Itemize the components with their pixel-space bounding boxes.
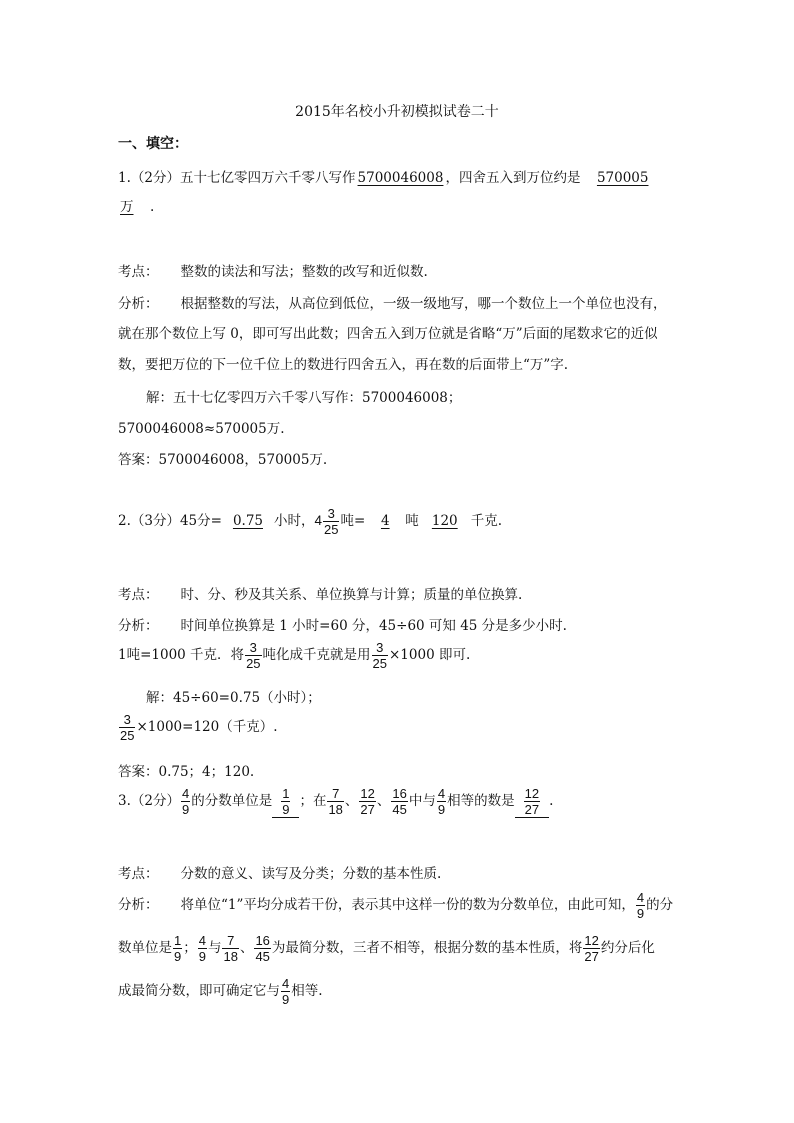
q2-kaodian <box>118 583 522 603</box>
q3-fx-f1c-num: 4 <box>282 976 290 991</box>
q2-answer-blank-3: 120 <box>431 513 458 529</box>
q3-f3-den: 27 <box>360 802 375 817</box>
q2-fenxi <box>118 614 567 634</box>
q2-sol-frac-num: 3 <box>119 712 135 728</box>
q1-fenxi <box>118 292 667 312</box>
q2-solution-line1: 解：45÷60=0.75（小时）； <box>146 690 321 706</box>
q3-fx-frac-7-18 <box>222 933 238 964</box>
q3-fx-3a: 成最简分数，即可确定它与 <box>118 983 280 999</box>
q3-fx-f3-num: 12 <box>584 933 599 948</box>
q1-answer: 答案：5700046008，570005万. <box>118 452 328 468</box>
q2-solution-text: ×1000=120（千克）. <box>136 719 278 735</box>
q1-fenxi-line2: 就在那个数位上写 0，即可写出此数；四舍五入到万位就是省略“万”后面的尾数求它的近似 <box>118 326 658 342</box>
q3-kaodian-label: 考点： <box>118 866 159 882</box>
q2-mixed-whole: 4 <box>314 513 322 528</box>
q3-mid4: 相等的数是 <box>447 793 515 809</box>
q3-frac-4-9 <box>181 786 190 817</box>
q2-answer-blank-2: 4 <box>380 513 390 529</box>
q1-fenxi-label: 分析： <box>118 296 159 312</box>
q2-fenxi-f2-den: 25 <box>372 656 387 671</box>
section-heading: 一、填空： <box>118 136 188 152</box>
q3-fx-2c: 与 <box>207 940 222 956</box>
q2-kaodian-label: 考点： <box>118 587 159 603</box>
q1-mid: ，四舍五入到万位约是 <box>445 170 581 186</box>
page-title: 2015年名校小升初模拟试卷二十 <box>295 104 499 120</box>
q1-answer-blank-2: 570005 <box>596 170 649 186</box>
q3-fx-3b: 相等. <box>291 983 323 999</box>
q3-fx-2b: ； <box>183 940 197 956</box>
q2-fraction <box>323 506 339 537</box>
q2-fenxi-line2 <box>118 640 470 671</box>
q1-solution-line2: 5700046008≈570005万. <box>118 421 285 437</box>
q2-answer: 答案：0.75；4；120. <box>118 764 255 780</box>
q3-fenxi-line1: 将单位“1”平均分成若干份，表示其中这样一份的数为分数单位，由此可知， <box>180 897 635 913</box>
q1-answer-blank-2-unit: 万 <box>120 199 134 215</box>
q3-fx-b1-num: 1 <box>174 933 182 948</box>
q2-prefix: 2.（3分）45分= <box>118 513 222 529</box>
q2-answer-blank-1: 0.75 <box>232 513 263 529</box>
q3-fx-f1c-den: 9 <box>282 992 290 1007</box>
q2-mid3: 吨 <box>405 513 419 529</box>
q3-f5-den: 9 <box>437 802 446 817</box>
q2-fenxi-2b: 吨化成千克就是用 <box>262 647 371 663</box>
q2-fenxi-f1-den: 25 <box>246 656 261 671</box>
q3-f2-num: 7 <box>327 786 343 802</box>
q2-end: 千克. <box>470 513 503 529</box>
q2-fenxi-2a: 1吨=1000 千克．将 <box>118 647 245 663</box>
q2-fenxi-f2-num: 3 <box>372 640 388 656</box>
question-2 <box>118 506 502 537</box>
question-3 <box>118 786 553 818</box>
q3-frac-16-45 <box>391 786 407 817</box>
q2-mid1: 小时， <box>273 513 315 529</box>
q3-kaodian <box>118 862 441 882</box>
q2-fenxi-fraction-2 <box>372 640 388 671</box>
q2-fraction-num: 3 <box>323 506 339 522</box>
q2-fenxi-fraction-1 <box>245 640 261 671</box>
q1-answer-blank-1: 5700046008 <box>357 170 444 186</box>
q3-fx-2d: 、 <box>239 940 254 956</box>
q3-fenxi-1-end: 的分 <box>646 897 674 913</box>
q1-kaodian-label: 考点： <box>118 264 159 280</box>
q3-b1-num: 1 <box>282 786 290 801</box>
q3-mid1: 的分数单位是 <box>191 793 273 809</box>
q2-fenxi-line1: 时间单位换算是 1 小时=60 分，45÷60 可知 45 分是多少小时. <box>180 618 567 634</box>
q3-end: . <box>549 793 554 809</box>
q3-blank2-frac <box>524 786 540 817</box>
q3-fx-2e: 为最简分数，三者不相等，根据分数的基本性质，将 <box>271 940 583 956</box>
q3-b2-den: 27 <box>524 802 540 817</box>
q1-fenxi-line1: 根据整数的写法，从高位到低位，一级一级地写，哪一个数位上一个单位也没有， <box>180 296 667 312</box>
q3-sep1: 、 <box>344 793 359 809</box>
q2-fraction-den: 25 <box>323 522 339 537</box>
q3-f3-num: 12 <box>360 786 375 801</box>
q3-fx-frac-4-9-b <box>198 933 207 964</box>
q3-b1-den: 9 <box>282 802 290 817</box>
question-1-cont <box>118 195 154 215</box>
q1-fenxi-line3: 数，要把万位的下一位千位上的数进行四舍五入，再在数的后面带上“万”字. <box>118 357 569 373</box>
q3-fenxi-label: 分析： <box>118 897 159 913</box>
q3-fenxi-line3 <box>118 976 323 1007</box>
question-1 <box>118 166 650 186</box>
q3-mid3: 中与 <box>408 793 436 809</box>
q3-fx-f1-num: 4 <box>636 890 645 905</box>
q3-fenxi-frac-4-9 <box>636 890 645 921</box>
q3-frac-4-9-b <box>437 786 446 817</box>
q3-f4-den: 45 <box>392 802 407 817</box>
q3-mid2: ；在 <box>299 793 327 809</box>
q3-blank1-frac <box>281 786 290 817</box>
q1-solution-line1: 解：五十七亿零四万六千零八写作：5700046008； <box>146 390 462 406</box>
q3-fx-frac-16-45 <box>254 933 270 964</box>
q2-sol-frac-den: 25 <box>120 728 135 743</box>
q3-fx-frac-12-27 <box>583 933 599 964</box>
q3-fenxi-line2 <box>118 933 655 964</box>
q1-kaodian <box>118 260 428 280</box>
q3-fx-f4-den: 45 <box>255 949 270 964</box>
q3-f5-num: 4 <box>437 786 446 801</box>
q3-fx-f1b-num: 4 <box>198 933 206 948</box>
q3-fx-frac-4-9-c <box>281 976 290 1007</box>
q2-mid2: 吨= <box>340 513 366 529</box>
q3-fx-f4-num: 16 <box>255 933 270 948</box>
q2-fenxi-label: 分析： <box>118 618 159 634</box>
q3-fx-b1-den: 9 <box>174 949 182 964</box>
q2-fenxi-f1-num: 3 <box>245 640 261 656</box>
q3-fx-frac-1-9 <box>173 933 182 964</box>
q3-fx-f1-den: 9 <box>636 906 645 921</box>
q1-end: . <box>150 199 155 215</box>
q3-fx-2f: 约分后化 <box>600 940 655 956</box>
q3-f2-den: 18 <box>328 802 343 817</box>
q3-frac-12-27 <box>359 786 375 817</box>
q1-prefix: 1.（2分）五十七亿零四万六千零八写作 <box>118 170 356 186</box>
q3-fx-f3-den: 27 <box>584 949 599 964</box>
q1-kaodian-text: 整数的读法和写法；整数的改写和近似数. <box>180 264 428 280</box>
q3-f1-den: 9 <box>181 802 190 817</box>
q3-answer-blank-1 <box>272 786 299 818</box>
q3-frac-7-18 <box>327 786 343 817</box>
q2-solution-line2 <box>118 712 278 743</box>
q2-kaodian-text: 时、分、秒及其关系、单位换算与计算；质量的单位换算. <box>180 587 523 603</box>
q3-f1-num: 4 <box>181 786 190 801</box>
q3-fx-f1b-den: 9 <box>198 949 206 964</box>
q3-kaodian-text: 分数的意义、读写及分类；分数的基本性质. <box>180 866 442 882</box>
q3-fx-f2-num: 7 <box>222 933 238 949</box>
q3-sep2: 、 <box>376 793 391 809</box>
q3-fx-2a: 数单位是 <box>118 940 172 956</box>
q2-fenxi-2c: ×1000 即可. <box>389 647 471 663</box>
q3-prefix: 3.（2分） <box>118 793 180 809</box>
q3-b2-num: 12 <box>524 786 540 801</box>
q3-fenxi <box>118 890 673 921</box>
q3-f4-num: 16 <box>392 786 407 801</box>
q2-solution-fraction <box>119 712 135 743</box>
q3-fx-f2-den: 18 <box>223 949 238 964</box>
q3-answer-blank-2 <box>515 786 549 818</box>
